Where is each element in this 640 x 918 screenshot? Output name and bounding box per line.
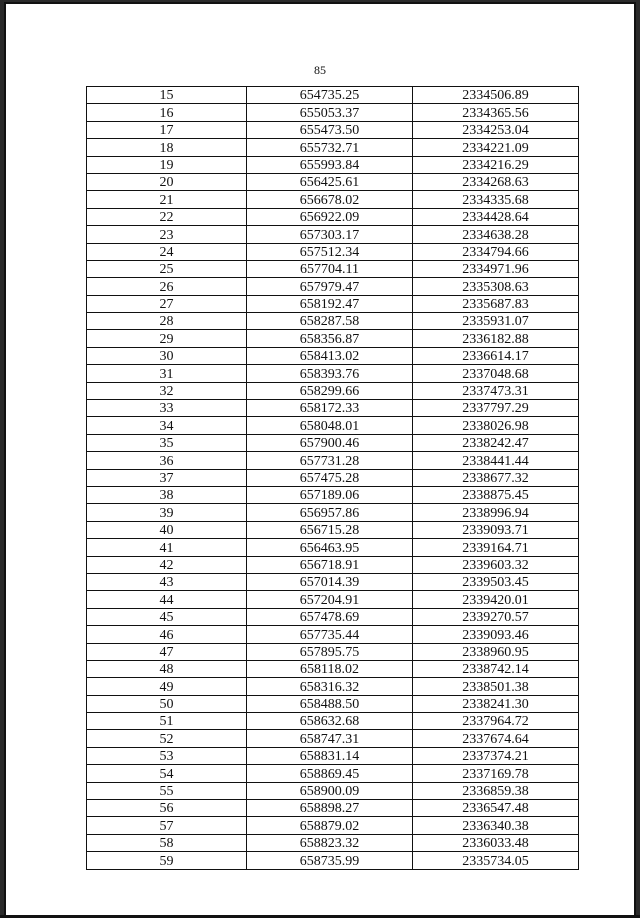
y-coordinate-cell: 2334253.04 [413,121,579,138]
y-coordinate-cell: 2336614.17 [413,347,579,364]
x-coordinate-cell: 657735.44 [247,626,413,643]
point-number-cell: 46 [87,626,247,643]
point-number-cell: 53 [87,747,247,764]
y-coordinate-cell: 2338875.45 [413,486,579,503]
table-row [87,121,579,138]
y-coordinate-cell: 2336547.48 [413,800,579,817]
point-number-cell: 38 [87,486,247,503]
table-row [87,695,579,712]
table-row [87,139,579,156]
x-coordinate-cell: 656718.91 [247,556,413,573]
point-number-cell: 41 [87,539,247,556]
y-coordinate-cell: 2334268.63 [413,173,579,190]
table-row [87,556,579,573]
x-coordinate-cell: 656922.09 [247,208,413,225]
x-coordinate-cell: 657475.28 [247,469,413,486]
y-coordinate-cell: 2335308.63 [413,278,579,295]
table-row [87,313,579,330]
point-number-cell: 16 [87,104,247,121]
table-row [87,260,579,277]
table-row [87,295,579,312]
point-number-cell: 22 [87,208,247,225]
document-page [4,2,636,915]
x-coordinate-cell: 657979.47 [247,278,413,295]
x-coordinate-cell: 658879.02 [247,817,413,834]
y-coordinate-cell: 2336182.88 [413,330,579,347]
table-row [87,243,579,260]
point-number-cell: 39 [87,504,247,521]
x-coordinate-cell: 657731.28 [247,452,413,469]
table-row [87,608,579,625]
point-number-cell: 26 [87,278,247,295]
point-number-cell: 44 [87,591,247,608]
y-coordinate-cell: 2339093.71 [413,521,579,538]
coordinate-table-body [87,87,579,870]
x-coordinate-cell: 657189.06 [247,486,413,503]
y-coordinate-cell: 2334335.68 [413,191,579,208]
y-coordinate-cell: 2339164.71 [413,539,579,556]
y-coordinate-cell: 2338241.30 [413,695,579,712]
table-row [87,817,579,834]
table-row [87,747,579,764]
point-number-cell: 35 [87,434,247,451]
x-coordinate-cell: 658287.58 [247,313,413,330]
table-row [87,173,579,190]
y-coordinate-cell: 2338242.47 [413,434,579,451]
table-row [87,678,579,695]
x-coordinate-cell: 657704.11 [247,260,413,277]
x-coordinate-cell: 655053.37 [247,104,413,121]
y-coordinate-cell: 2334638.28 [413,226,579,243]
y-coordinate-cell: 2336033.48 [413,834,579,851]
point-number-cell: 19 [87,156,247,173]
y-coordinate-cell: 2334221.09 [413,139,579,156]
table-row [87,191,579,208]
table-row [87,347,579,364]
y-coordinate-cell: 2335931.07 [413,313,579,330]
y-coordinate-cell: 2337964.72 [413,713,579,730]
point-number-cell: 56 [87,800,247,817]
x-coordinate-cell: 658831.14 [247,747,413,764]
y-coordinate-cell: 2337169.78 [413,765,579,782]
x-coordinate-cell: 656957.86 [247,504,413,521]
point-number-cell: 28 [87,313,247,330]
table-row [87,626,579,643]
x-coordinate-cell: 654735.25 [247,87,413,104]
x-coordinate-cell: 657303.17 [247,226,413,243]
point-number-cell: 45 [87,608,247,625]
table-row [87,278,579,295]
point-number-cell: 54 [87,765,247,782]
point-number-cell: 49 [87,678,247,695]
table-row [87,330,579,347]
point-number-cell: 15 [87,87,247,104]
point-number-cell: 48 [87,660,247,677]
point-number-cell: 57 [87,817,247,834]
y-coordinate-cell: 2334506.89 [413,87,579,104]
point-number-cell: 18 [87,139,247,156]
coordinate-table [86,86,579,870]
point-number-cell: 27 [87,295,247,312]
table-row [87,782,579,799]
table-row [87,486,579,503]
y-coordinate-cell: 2335687.83 [413,295,579,312]
table-row [87,573,579,590]
y-coordinate-cell: 2337473.31 [413,382,579,399]
x-coordinate-cell: 658735.99 [247,852,413,869]
point-number-cell: 25 [87,260,247,277]
x-coordinate-cell: 657900.46 [247,434,413,451]
table-row [87,713,579,730]
table-row [87,208,579,225]
x-coordinate-cell: 657478.69 [247,608,413,625]
x-coordinate-cell: 658393.76 [247,365,413,382]
y-coordinate-cell: 2338026.98 [413,417,579,434]
point-number-cell: 17 [87,121,247,138]
x-coordinate-cell: 658898.27 [247,800,413,817]
table-row [87,800,579,817]
point-number-cell: 40 [87,521,247,538]
table-row [87,226,579,243]
page-number: 85 [314,63,326,77]
y-coordinate-cell: 2338742.14 [413,660,579,677]
x-coordinate-cell: 658488.50 [247,695,413,712]
x-coordinate-cell: 656425.61 [247,173,413,190]
x-coordinate-cell: 656678.02 [247,191,413,208]
y-coordinate-cell: 2337797.29 [413,400,579,417]
point-number-cell: 37 [87,469,247,486]
x-coordinate-cell: 657512.34 [247,243,413,260]
table-row [87,87,579,104]
table-row [87,834,579,851]
point-number-cell: 24 [87,243,247,260]
table-row [87,643,579,660]
point-number-cell: 29 [87,330,247,347]
table-row [87,660,579,677]
table-row [87,591,579,608]
table-row [87,452,579,469]
point-number-cell: 43 [87,573,247,590]
x-coordinate-cell: 655473.50 [247,121,413,138]
x-coordinate-cell: 658048.01 [247,417,413,434]
table-row [87,365,579,382]
y-coordinate-cell: 2338501.38 [413,678,579,695]
y-coordinate-cell: 2338960.95 [413,643,579,660]
x-coordinate-cell: 658747.31 [247,730,413,747]
table-row [87,400,579,417]
x-coordinate-cell: 658900.09 [247,782,413,799]
table-row [87,765,579,782]
table-row [87,539,579,556]
table-row [87,504,579,521]
x-coordinate-cell: 658632.68 [247,713,413,730]
x-coordinate-cell: 658316.32 [247,678,413,695]
point-number-cell: 58 [87,834,247,851]
y-coordinate-cell: 2334794.66 [413,243,579,260]
y-coordinate-cell: 2339270.57 [413,608,579,625]
y-coordinate-cell: 2334216.29 [413,156,579,173]
point-number-cell: 50 [87,695,247,712]
x-coordinate-cell: 655732.71 [247,139,413,156]
x-coordinate-cell: 658172.33 [247,400,413,417]
table-row [87,730,579,747]
y-coordinate-cell: 2335734.05 [413,852,579,869]
y-coordinate-cell: 2336859.38 [413,782,579,799]
y-coordinate-cell: 2338677.32 [413,469,579,486]
x-coordinate-cell: 658356.87 [247,330,413,347]
point-number-cell: 31 [87,365,247,382]
y-coordinate-cell: 2334365.56 [413,104,579,121]
y-coordinate-cell: 2337048.68 [413,365,579,382]
x-coordinate-cell: 655993.84 [247,156,413,173]
y-coordinate-cell: 2339420.01 [413,591,579,608]
point-number-cell: 21 [87,191,247,208]
table-row [87,156,579,173]
x-coordinate-cell: 657014.39 [247,573,413,590]
point-number-cell: 52 [87,730,247,747]
table-row [87,382,579,399]
table-row [87,434,579,451]
y-coordinate-cell: 2337674.64 [413,730,579,747]
point-number-cell: 20 [87,173,247,190]
point-number-cell: 33 [87,400,247,417]
y-coordinate-cell: 2338441.44 [413,452,579,469]
table-row [87,417,579,434]
point-number-cell: 51 [87,713,247,730]
y-coordinate-cell: 2339603.32 [413,556,579,573]
y-coordinate-cell: 2334428.64 [413,208,579,225]
point-number-cell: 23 [87,226,247,243]
x-coordinate-cell: 658413.02 [247,347,413,364]
point-number-cell: 55 [87,782,247,799]
x-coordinate-cell: 658869.45 [247,765,413,782]
point-number-cell: 30 [87,347,247,364]
x-coordinate-cell: 658299.66 [247,382,413,399]
table-row [87,469,579,486]
y-coordinate-cell: 2339093.46 [413,626,579,643]
point-number-cell: 59 [87,852,247,869]
point-number-cell: 32 [87,382,247,399]
y-coordinate-cell: 2339503.45 [413,573,579,590]
y-coordinate-cell: 2337374.21 [413,747,579,764]
y-coordinate-cell: 2334971.96 [413,260,579,277]
point-number-cell: 34 [87,417,247,434]
x-coordinate-cell: 656715.28 [247,521,413,538]
table-row [87,852,579,869]
x-coordinate-cell: 657204.91 [247,591,413,608]
table-row [87,521,579,538]
y-coordinate-cell: 2338996.94 [413,504,579,521]
table-row [87,104,579,121]
x-coordinate-cell: 658823.32 [247,834,413,851]
point-number-cell: 42 [87,556,247,573]
x-coordinate-cell: 656463.95 [247,539,413,556]
point-number-cell: 47 [87,643,247,660]
point-number-cell: 36 [87,452,247,469]
x-coordinate-cell: 658192.47 [247,295,413,312]
x-coordinate-cell: 657895.75 [247,643,413,660]
y-coordinate-cell: 2336340.38 [413,817,579,834]
x-coordinate-cell: 658118.02 [247,660,413,677]
